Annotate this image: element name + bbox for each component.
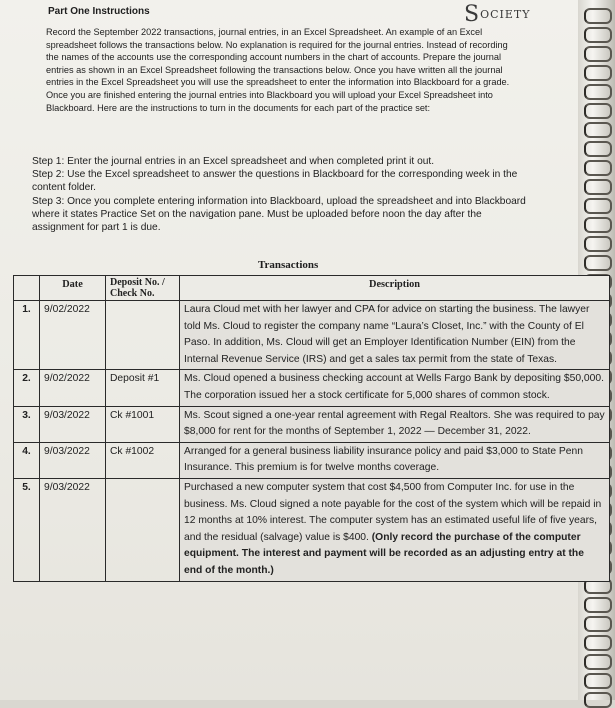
binder-ring	[584, 103, 612, 119]
steps-list	[32, 155, 532, 234]
binder-ring	[584, 635, 612, 651]
binder-ring	[584, 217, 612, 233]
row-reference: Ck #1002	[106, 442, 180, 478]
row-description-text: Ms. Cloud opened a business checking account at Wells Fargo Bank by depositing $50,000. The corporation issued her a stock certificate for 5,000 shares of common stock.	[184, 373, 604, 401]
binder-ring	[584, 27, 612, 43]
binder-ring	[584, 692, 612, 708]
binder-ring	[584, 198, 612, 214]
society-logo	[464, 2, 531, 27]
row-date: 9/02/2022	[40, 370, 106, 406]
binder-ring	[584, 597, 612, 613]
row-number: 4.	[14, 442, 40, 478]
binder-ring	[584, 179, 612, 195]
row-date: 9/03/2022	[40, 406, 106, 442]
row-description-text: Laura Cloud met with her lawyer and CPA for advice on starting the business. The lawyer told Ms. Cloud to register the company name “Laura’s Closet, Inc.” with the County of El Paso. In addition, Ms. Cloud will get an Employer Identification Number (EIN) from the Internal Revenue Service (IRS) and get a sales tax permit from the state of Texas.	[184, 304, 590, 365]
step-1: Step 1: Enter the journal entries in an Excel spreadsheet and when completed print it out.	[32, 156, 435, 167]
row-number: 2.	[14, 370, 40, 406]
row-reference	[106, 301, 180, 370]
row-description-note: (Only record the purchase of the computer equipment. The interest and payment will be recorded as an adjusting entry at the end of the month.)	[184, 531, 584, 576]
row-number: 1.	[14, 301, 40, 370]
table-row	[14, 406, 610, 442]
row-description	[180, 442, 610, 478]
logo-text: OCIETY	[480, 8, 531, 21]
binder-ring	[584, 141, 612, 157]
binder-ring	[584, 160, 612, 176]
row-reference	[106, 478, 180, 581]
table-row	[14, 301, 610, 370]
binder-ring	[584, 46, 612, 62]
binder-ring	[584, 84, 612, 100]
row-description	[180, 370, 610, 406]
binder-ring	[584, 654, 612, 670]
step-3: Step 3: Once you complete entering information into Blackboard, upload the spreadsheet and into Blackboard where it states Practice Set on the navigation pane. Must be uploaded before noon the day after the assignment for part 1 is due.	[32, 195, 526, 234]
logo-initial: S	[464, 2, 481, 27]
binder-ring	[584, 236, 612, 252]
row-description	[180, 301, 610, 370]
table-caption: Transactions	[258, 259, 319, 271]
intro-paragraph: Record the September 2022 transactions, journal entries, in an Excel Spreadsheet. An example of an Excel spreadsheet follows the transactions below. No explanation is required for the journal entries. Instead of recording the names of the accounts use the corresponding account numbers in the chart of accounts. Prepare the journal entries as shown in an Excel Spreadsheet following the transactions below. Once you have written all the journal entries in the Excel Spreadsheet you will use the spreadsheet to enter the information into Blackboard for a grade. Once you are finished entering the journal entries into Blackboard you will upload your Excel Spreadsheet into Blackboard. Here are the instructions to turn in the documents for each part of the practice set:	[46, 27, 510, 113]
binder-ring	[584, 255, 612, 271]
num-header	[14, 276, 40, 301]
row-reference: Ck #1001	[106, 406, 180, 442]
transactions-table	[13, 275, 610, 582]
table-row	[14, 442, 610, 478]
binder-ring	[584, 122, 612, 138]
row-number: 5.	[14, 478, 40, 581]
binder-ring	[584, 616, 612, 632]
table-header-row	[14, 276, 610, 301]
row-description-text: Ms. Scout signed a one-year rental agreement with Regal Realtors. She was required to pay $8,000 for rent for the months of September 1, 2022 — December 31, 2022.	[184, 409, 605, 438]
row-reference: Deposit #1	[106, 370, 180, 406]
description-header: Description	[180, 276, 610, 301]
part-title: Part One Instructions	[48, 6, 150, 17]
table-row	[14, 478, 610, 581]
row-description	[180, 478, 610, 581]
row-number: 3.	[14, 406, 40, 442]
deposit-check-header: Deposit No. / Check No.	[106, 276, 180, 301]
row-description-text: Arranged for a general business liability insurance policy and paid $3,000 to State Penn Insurance. This premium is for twelve months coverage.	[184, 445, 583, 474]
step-2: Step 2: Use the Excel spreadsheet to answer the questions in Blackboard for the corresponding week in the content folder.	[32, 169, 518, 194]
row-description	[180, 406, 610, 442]
table-row	[14, 370, 610, 406]
binder-ring	[584, 673, 612, 689]
date-header: Date	[40, 276, 106, 301]
row-description-text: Purchased a new computer system that cost $4,500 from Computer Inc. for use in the business. Ms. Cloud signed a note payable for the cost of the system which will be repaid in 12 months at 10% interest. The computer system has an estimated useful life of five years, and the residual (salvage) value is $400.	[184, 481, 602, 543]
row-date: 9/03/2022	[40, 442, 106, 478]
binder-ring	[584, 8, 612, 24]
row-date: 9/03/2022	[40, 478, 106, 581]
row-date: 9/02/2022	[40, 301, 106, 370]
binder-ring	[584, 65, 612, 81]
